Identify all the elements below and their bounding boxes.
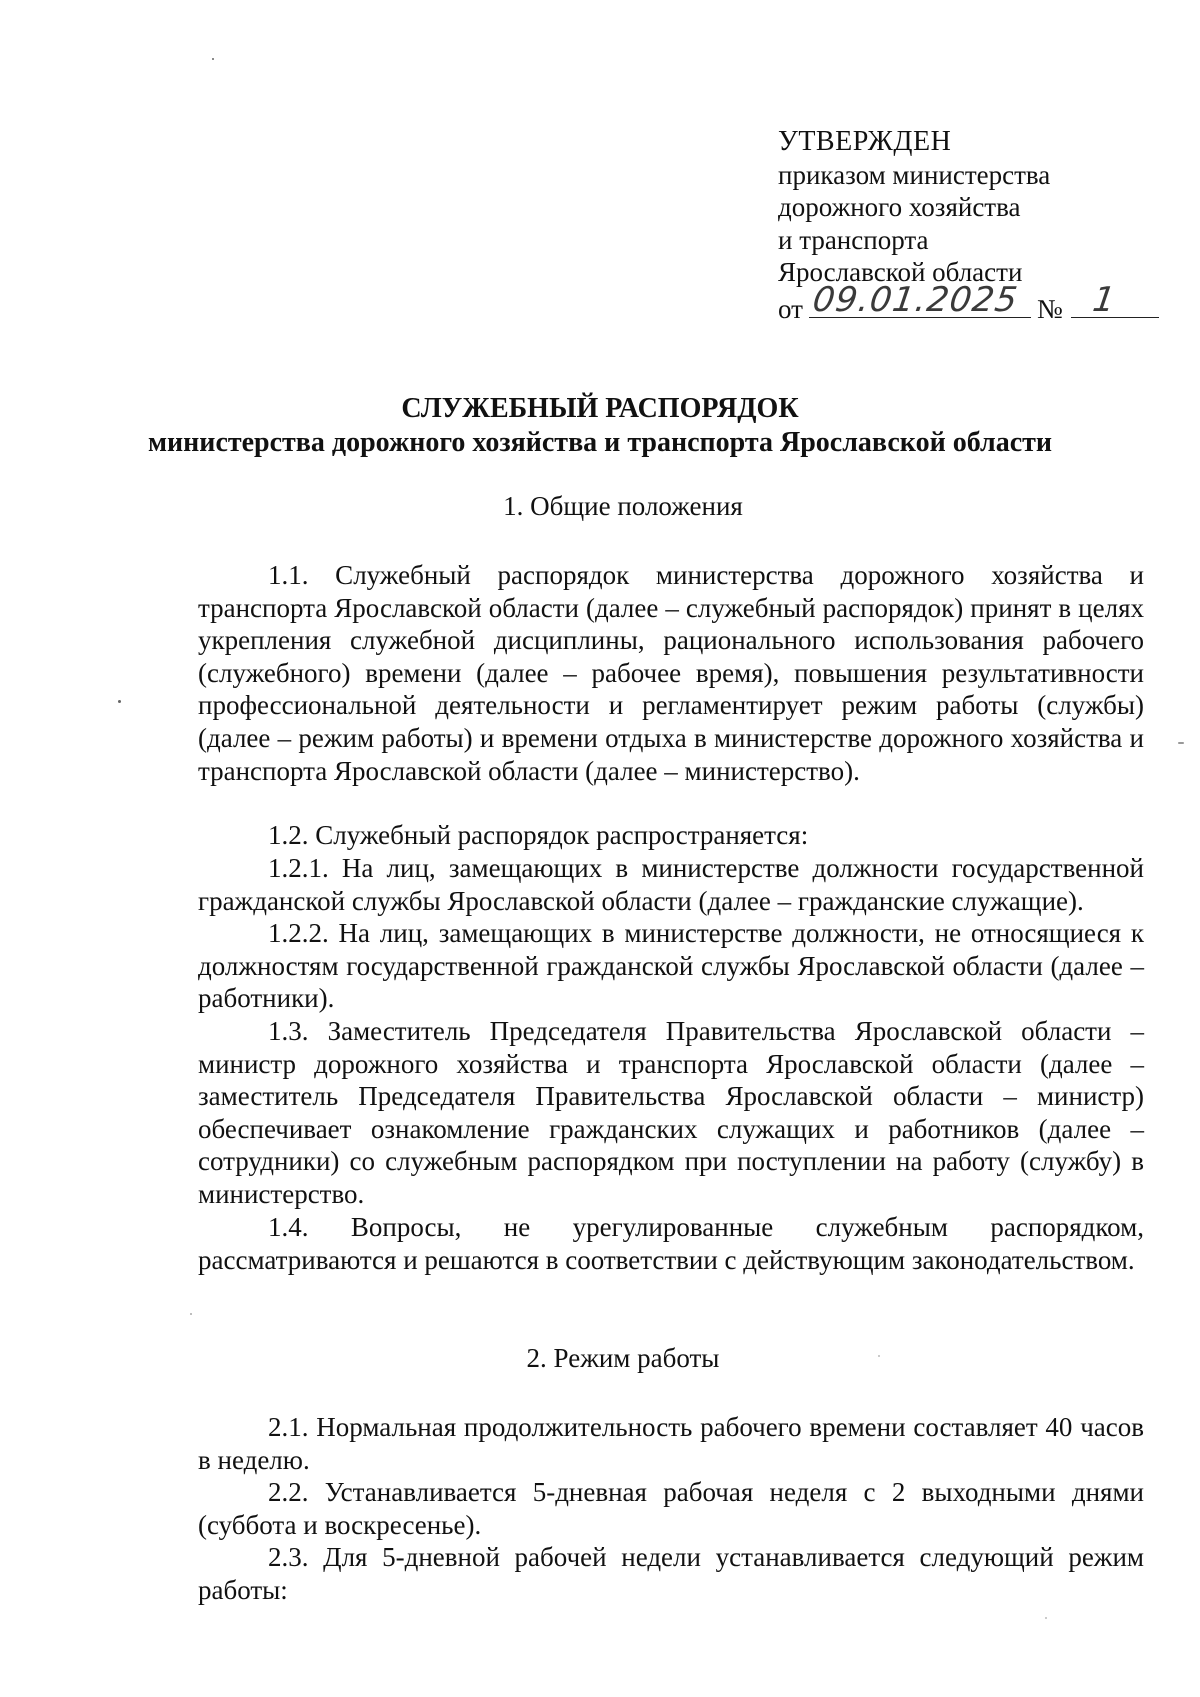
handwritten-number: 1 [1089, 279, 1119, 320]
number-label: № [1036, 293, 1063, 324]
section-heading-1: 1. Общие положения [503, 491, 743, 521]
approval-block [778, 126, 1158, 325]
section-heading-2: 2. Режим работы [526, 1343, 720, 1373]
paragraph-1-2-1: 1.2.1. На лиц, замещающих в министерстве должности государственной гражданской службы Ярославской области (далее – гражданские служащие). [198, 853, 1144, 916]
paragraph-1-2-2: 1.2.2. На лиц, замещающих в министерстве должности, не относящиеся к должностям государственной гражданской службы Ярославской области (далее – работники). [198, 918, 1144, 1014]
approval-date-line [778, 279, 1158, 326]
handwritten-date: 09.01.2025 [810, 279, 1021, 320]
approval-line: и транспорта [778, 224, 929, 255]
paragraph-1-4: 1.4. Вопросы, не урегулированные служебным распорядком, рассматриваются и решаются в соответствии с действующим законодательством. [198, 1212, 1144, 1275]
approval-line: приказом министерства [778, 159, 1051, 190]
paragraph-1-2: 1.2. Служебный распорядок распространяется: [268, 820, 809, 850]
approval-heading: УТВЕРЖДЕН [778, 126, 952, 157]
paragraph-2-1: 2.1. Нормальная продолжительность рабочего времени составляет 40 часов в неделю. [198, 1412, 1144, 1475]
approval-line: дорожного хозяйства [778, 192, 1021, 222]
scan-speck [1178, 742, 1184, 744]
number-field [1071, 279, 1159, 320]
approval-line: Ярославской области [778, 257, 1023, 287]
paragraph-1-1: 1.1. Служебный распорядок министерства дорожного хозяйства и транспорта Ярославской области (далее – служебный распорядок) принят в целях укрепления служебной дисциплины, рационального использования рабочего (служебного) времени (далее – рабочее время), повышения результативности профессиональной деятельности и регламентирует режим работы (службы) (далее – режим работы) и времени отдыха в министерстве дорожного хозяйства и транспорта Ярославской области (далее – министерство). [198, 560, 1144, 786]
paragraph-1-3: 1.3. Заместитель Председателя Правительства Ярославской области – министр дорожного хозяйства и транспорта Ярославской области (далее – заместитель Председателя Правительства Ярославской области – министр) обеспечивает ознакомление гражданских служащих и работников (далее – сотрудники) со служебным распорядком при поступлении на работу (службу) в министерство. [198, 1016, 1144, 1209]
document-title: СЛУЖЕБНЫЙ РАСПОРЯДОК [401, 393, 799, 424]
paragraph-2-3: 2.3. Для 5-дневной рабочей недели устанавливается следующий режим работы: [198, 1542, 1144, 1605]
date-field [809, 279, 1031, 320]
scan-speck [1045, 1617, 1047, 1619]
date-prefix: от [778, 293, 803, 324]
scan-speck [212, 58, 214, 60]
scan-speck [190, 1313, 192, 1315]
scan-speck [118, 700, 121, 703]
paragraph-2-2: 2.2. Устанавливается 5-дневная рабочая неделя с 2 выходными днями (суббота и воскресенье). [198, 1477, 1144, 1540]
document-subtitle: министерства дорожного хозяйства и транспорта Ярославской области [147, 427, 1053, 458]
scan-speck [878, 1355, 880, 1357]
